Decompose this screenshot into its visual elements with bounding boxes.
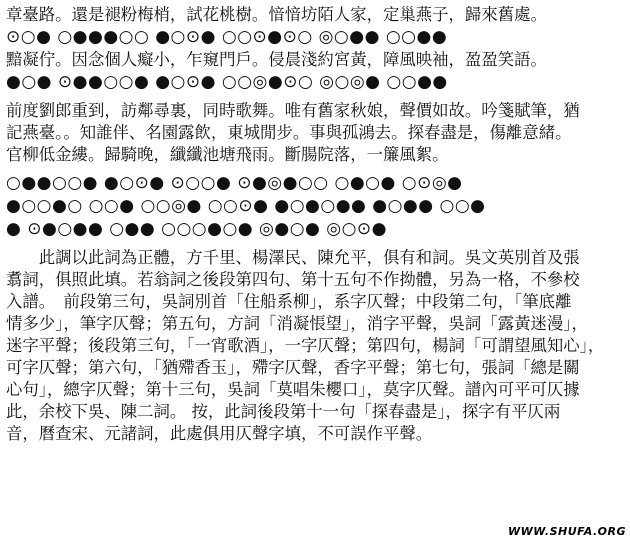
verse-line: 官柳低金縷。歸騎晚，纖纖池塘飛雨。斷腸院落，一簾風絮。 [6, 145, 449, 164]
verse-line: 記燕臺。。知誰伴、名園露飲，東城閒步。事與孤鴻去。探春盡是，傷離意緒。 [6, 123, 572, 142]
verse-line: 章臺路。還是褪粉梅梢，試花桃樹。愔愔坊陌人家，定巢燕子，歸來舊處。 [6, 5, 547, 24]
commentary-paragraph [6, 247, 626, 445]
commentary-line: 可字仄聲；第六句，「猶殢香玉」，殢字仄聲，香字平聲；第七句，張詞「總是關 [6, 358, 580, 377]
commentary-line: 此調以此詞為正體，方千里、楊澤民、陳允平，俱有和詞。吳文英別首及張 [6, 248, 580, 267]
tone-pattern-line: ⊙○● ○●●●○○ ●○⊙● ○○⊙●⊙○ ◎○●● ○○●● [6, 27, 448, 47]
commentary-line: 翥詞，俱照此填。若翁詞之後段第四句、第十五句不作拗體，另為一格，不參校 [6, 270, 580, 289]
document-page [6, 4, 626, 445]
commentary-line: 入譜。 前段第三句，吳詞別首「住船系柳」，系字仄聲；中段第二句，「筆底離 [6, 292, 572, 311]
site-watermark: WWW.SHUFA.ORG [507, 525, 626, 538]
commentary-line: 迷字平聲；後段第三句，「一宵歌酒」，一字仄聲；第四句，楊詞「可謂望風知心」， [6, 336, 605, 355]
verse-line: 黯凝佇。因念個人癡小，乍窺門戶。侵晨淺約宮黃，障風映袖，盈盈笑語。 [6, 50, 547, 69]
commentary-line: 情多少」，筆字仄聲；第五句，方詞「消凝悵望」，消字平聲，吳詞「露黃迷漫」， [6, 314, 588, 333]
verse-section-2 [6, 100, 626, 166]
verse-section-1 [6, 4, 626, 94]
commentary-line: 音，曆查宋、元諸詞，此處俱用仄聲字填，不可誤作平聲。 [6, 424, 433, 443]
tone-pattern-line: ○●●○○● ●○⊙● ⊙○○● ⊙●◎●○○ ○●○● ○⊙◎● [6, 173, 463, 193]
verse-line: 前度劉郎重到，訪鄰尋裏，同時歌舞。唯有舊家秋娘，聲價如故。吟箋賦筆，猶 [6, 101, 580, 120]
tone-pattern-line: ●○● ⊙●●○○● ●○⊙● ○○◎●⊙○ ◎○◎● ○○●● [6, 72, 448, 92]
tone-pattern-section [6, 172, 626, 241]
tone-pattern-line: ● ⊙●○●● ○●● ○○○●○● ◎●○● ◎○⊙● [6, 219, 388, 239]
tone-pattern-line: ●○○●○ ○○● ○○◎● ○○⊙● ●○●○●● ●○●● ○○● [6, 196, 486, 216]
commentary-line: 此，余校下吳、陳二詞。 按，此詞後段第十一句「探春盡是」，探字有平仄兩 [6, 402, 561, 421]
commentary-line: 心句」，總字仄聲；第十三句，吳詞「莫唱朱櫻口」，莫字仄聲。譜內可平可仄據 [6, 380, 580, 399]
